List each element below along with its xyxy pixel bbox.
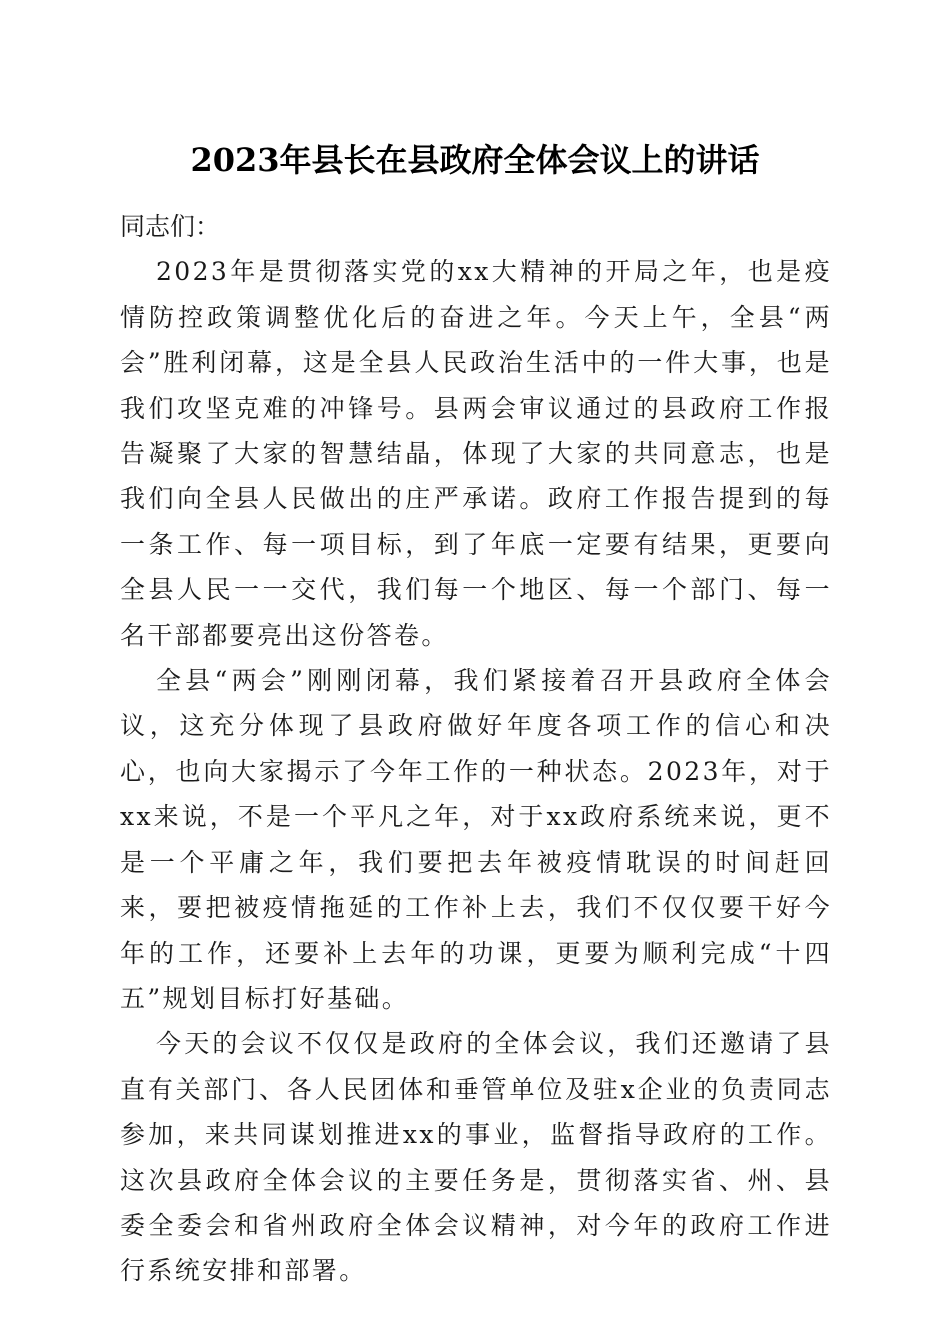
paragraph-2: 全县“两会”刚刚闭幕，我们紧接着召开县政府全体会议，这充分体现了县政府做好年度各项工作的信心和决心，也向大家揭示了今年工作的一种状态。2023年，对于xx来说，不是一个平凡之年，对于xx政府系统来说，更不是一个平庸之年，我们要把去年被疫情耽误的时间赶回来，要把被疫情拖延的工作补上去，我们不仅仅要干好今年的工作，还要补上去年的功课，更要为顺利完成“十四五”规划目标打好基础。 [120,666,832,1013]
document-body [120,204,832,1294]
paragraph-3: 今天的会议不仅仅是政府的全体会议，我们还邀请了县直有关部门、各人民团体和垂管单位及驻x企业的负责同志参加，来共同谋划推进xx的事业，监督指导政府的工作。这次县政府全体会议的主要任务是，贯彻落实省、州、县委全委会和省州政府全体会议精神，对今年的政府工作进行系统安排和部署。 [120,1029,832,1286]
salutation: 同志们： [120,212,221,241]
document-title: 2023年县长在县政府全体会议上的讲话 [190,141,760,179]
paragraph-1: 2023年是贯彻落实党的xx大精神的开局之年，也是疫情防控政策调整优化后的奋进之年。今天上午，全县“两会”胜利闭幕，这是全县人民政治生活中的一件大事，也是我们攻坚克难的冲锋号。县两会审议通过的县政府工作报告凝聚了大家的智慧结晶，体现了大家的共同意志，也是我们向全县人民做出的庄严承诺。政府工作报告提到的每一条工作、每一项目标，到了年底一定要有结果，更要向全县人民一一交代，我们每一个地区、每一个部门、每一名干部都要亮出这份答卷。 [120,257,832,650]
